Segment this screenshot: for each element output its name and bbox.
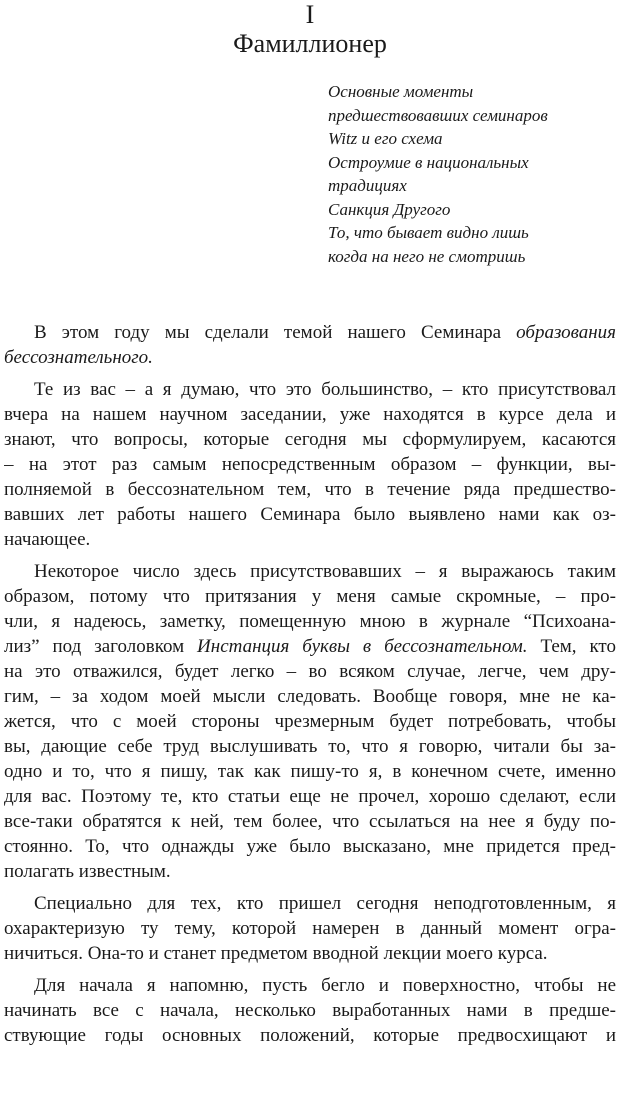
outline-item: Санкция Другого: [328, 199, 451, 219]
text-line: одно и то, что я пишу, так как пишу-то я, в конечном счете, именно: [4, 761, 616, 782]
text-line: начающее.: [4, 529, 91, 550]
outline-item: Основные моменты: [328, 82, 474, 101]
text-run: В этом году мы сделали темой нашего Семинара: [34, 322, 517, 343]
text-line: начинать все с начала, несколько выработанных нами в предше-: [4, 1000, 616, 1021]
text-line: [4, 320, 616, 345]
chapter-outline: [328, 80, 618, 268]
paragraph-5: [4, 973, 616, 1048]
text-line: чли, я надеюсь, заметку, помещенную мною в журнале “Психоана-: [4, 611, 616, 632]
paragraph-3: [4, 559, 616, 884]
text-line: образом, потому что притязания у меня самые скромные, – про-: [4, 586, 616, 607]
outline-item: предшествовавших семинаров: [328, 105, 548, 125]
text-line: знают, что вопросы, которые сегодня мы сформулируем, касаются: [4, 429, 616, 450]
outline-item: традициях: [328, 176, 407, 195]
text-line: для вас. Поэтому те, кто статьи еще не прочел, хорошо сделают, если: [4, 786, 616, 807]
outline-item: Witz и его схема: [328, 129, 443, 148]
text-line: вчера на нашем научном заседании, уже находятся в курсе дела и: [4, 404, 616, 425]
chapter-number: I: [305, 0, 315, 29]
text-line: на это отважился, будет легко – во всяком случае, легче, чем дру-: [4, 661, 616, 682]
text-line: Некоторое число здесь присутствовавших – я выражаюсь таким: [34, 561, 616, 582]
outline-item: Остроумие в национальных: [328, 152, 529, 172]
text-line: охарактеризую ту тему, которой намерен в данный момент огра-: [4, 918, 616, 939]
text-line: вы, дающие себе труд выслушивать то, что я говорю, читали бы за-: [4, 736, 616, 757]
paragraph-4: [4, 891, 616, 966]
text-line: Специально для тех, кто пришел сегодня неподготовленным, я: [34, 893, 616, 914]
italic-article-title: Инстанция буквы в бессознательном.: [197, 636, 528, 657]
text-line: все-таки обратятся к ней, тем более, что ссылаться на нее я буду по-: [4, 811, 616, 832]
text-line: полняемой в бессознательном тем, что в течение ряда предшество-: [4, 479, 616, 500]
text-line: ствующие годы основных положений, которые предвосхищают и: [4, 1025, 616, 1046]
chapter-title: Фамиллионер: [233, 29, 387, 58]
text-line: вавших лет работы нашего Семинара было выявлено нами как оз-: [4, 504, 616, 525]
body-text: [4, 320, 616, 1048]
text-line: полагать известным.: [4, 861, 171, 882]
paragraph-1: [4, 320, 616, 370]
paragraph-2: [4, 377, 616, 552]
text-line: гим, – за ходом моей мысли следовать. Вообще говоря, мне не ка-: [4, 686, 616, 707]
italic-term: образования: [516, 322, 616, 343]
text-line: стоянно. То, что однажды уже было высказано, мне придется пред-: [4, 836, 616, 857]
text-line: – на этот раз самым непосредственным образом – функции, вы-: [4, 454, 616, 475]
outline-item: когда на него не смотришь: [328, 246, 526, 266]
text-run: лиз” под заголовком: [4, 636, 198, 657]
text-line: Те из вас – а я думаю, что это большинство, – кто присутствовал: [34, 379, 616, 400]
outline-item: То, что бывает видно лишь: [328, 223, 529, 242]
text-line: ничиться. Она-то и станет предметом вводной лекции моего курса.: [4, 943, 548, 964]
text-line: жется, что с моей стороны чрезмерным будет потребовать, чтобы: [4, 711, 616, 732]
text-line: [4, 634, 616, 659]
text-run: Тем, кто: [527, 636, 616, 657]
text-line: Для начала я напомню, пусть бегло и поверхностно, чтобы не: [34, 975, 616, 996]
text-line: бессознательного.: [4, 347, 153, 368]
